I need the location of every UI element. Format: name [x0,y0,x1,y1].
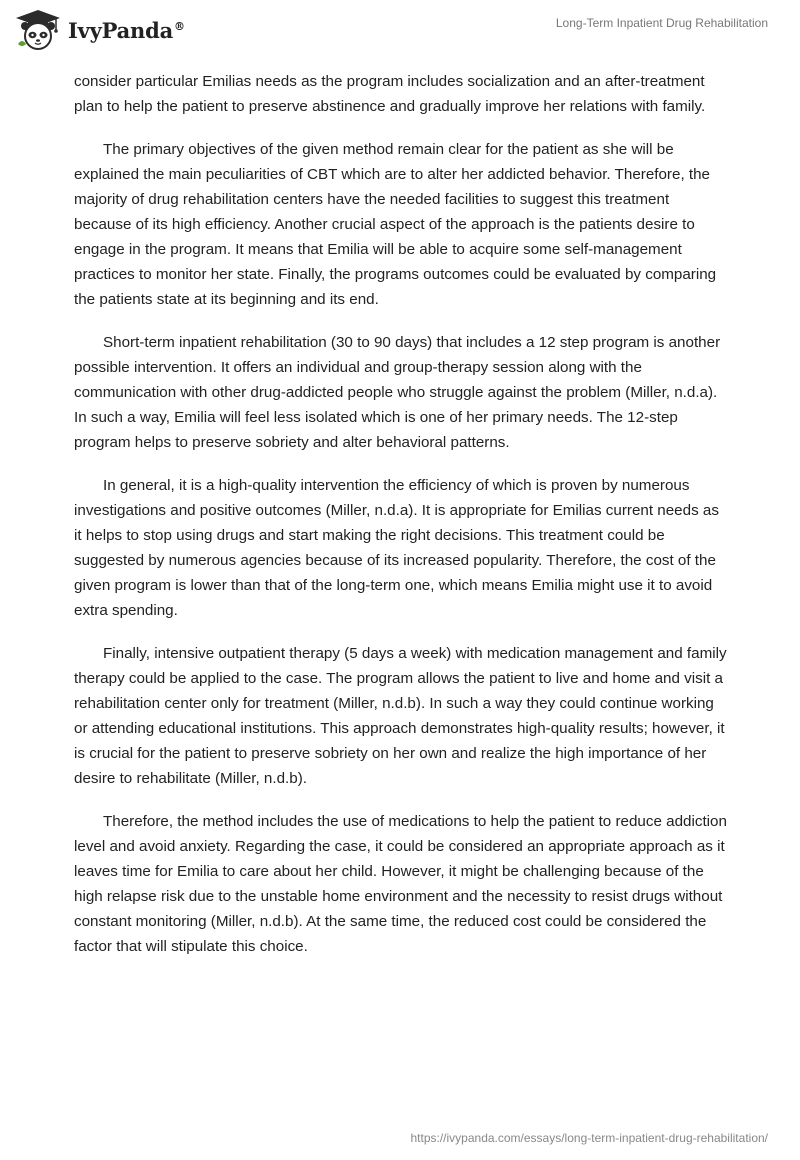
paragraph-2: The primary objectives of the given method remain clear for the patient as she will be explained the main peculiarities of CBT which are to alter her addicted behavior. Therefore, the majority of drug rehabilitation centers have the needed facilities to suggest this treatment because of its high efficiency. Another crucial aspect of the approach is the patients desire to engage in the program. It means that Emilia will be able to acquire some self-management practices to monitor her state. Finally, the programs outcomes could be evaluated by comparing the patients state at its beginning and its end. [74,141,717,308]
brand-logo[interactable] [14,8,185,52]
page-header [0,0,800,60]
panda-graduation-cap-icon [14,8,62,52]
document-title: Long-Term Inpatient Drug Rehabilitation [555,16,768,30]
source-url[interactable]: https://ivypanda.com/essays/long-term-inpatient-drug-rehabilitation/ [410,1131,768,1145]
essay-body [74,69,729,977]
paragraph-1: consider particular Emilias needs as the program includes socialization and an after-treatment plan to help the patient to preserve abstinence and gradually improve her relations with family. [74,73,706,115]
paragraph-4: In general, it is a high-quality intervention the efficiency of which is proven by numerous investigations and positive outcomes (Miller, n.d.a). It is appropriate for Emilias current needs as it helps to stop using drugs and start making the right decisions. This treatment could be suggested by numerous agencies because of its increased popularity. Therefore, the cost of the given program is lower than that of the long-term one, which means Emilia might use it to avoid extra spending. [74,477,719,619]
paragraph-3: Short-term inpatient rehabilitation (30 to 90 days) that includes a 12 step program is another possible intervention. It offers an individual and group-therapy session along with the communication with other drug-addicted people who struggle against the problem (Miller, n.d.a). In such a way, Emilia will feel less isolated which is one of her primary needs. The 12-step program helps to preserve sobriety and alter behavioral patterns. [74,334,721,451]
brand-name: IvyPanda® [68,17,185,43]
paragraph-6: Therefore, the method includes the use of medications to help the patient to reduce addiction level and avoid anxiety. Regarding the case, it could be considered an appropriate approach as it leaves time for Emilia to care about her child. However, it might be challenging because of the high relapse risk due to the unstable home environment and the necessity to resist drugs without constant monitoring (Miller, n.d.b). At the same time, the reduced cost could be considered the factor that will stipulate this choice. [74,813,727,955]
paragraph-5: Finally, intensive outpatient therapy (5 days a week) with medication management and family therapy could be applied to the case. The program allows the patient to live and home and visit a rehabilitation center only for treatment (Miller, n.d.b). In such a way they could continue working or attending educational institutions. This approach demonstrates high-quality results; however, it is crucial for the patient to preserve sobriety on her own and realize the high importance of her desire to rehabilitate (Miller, n.d.b). [74,645,727,787]
